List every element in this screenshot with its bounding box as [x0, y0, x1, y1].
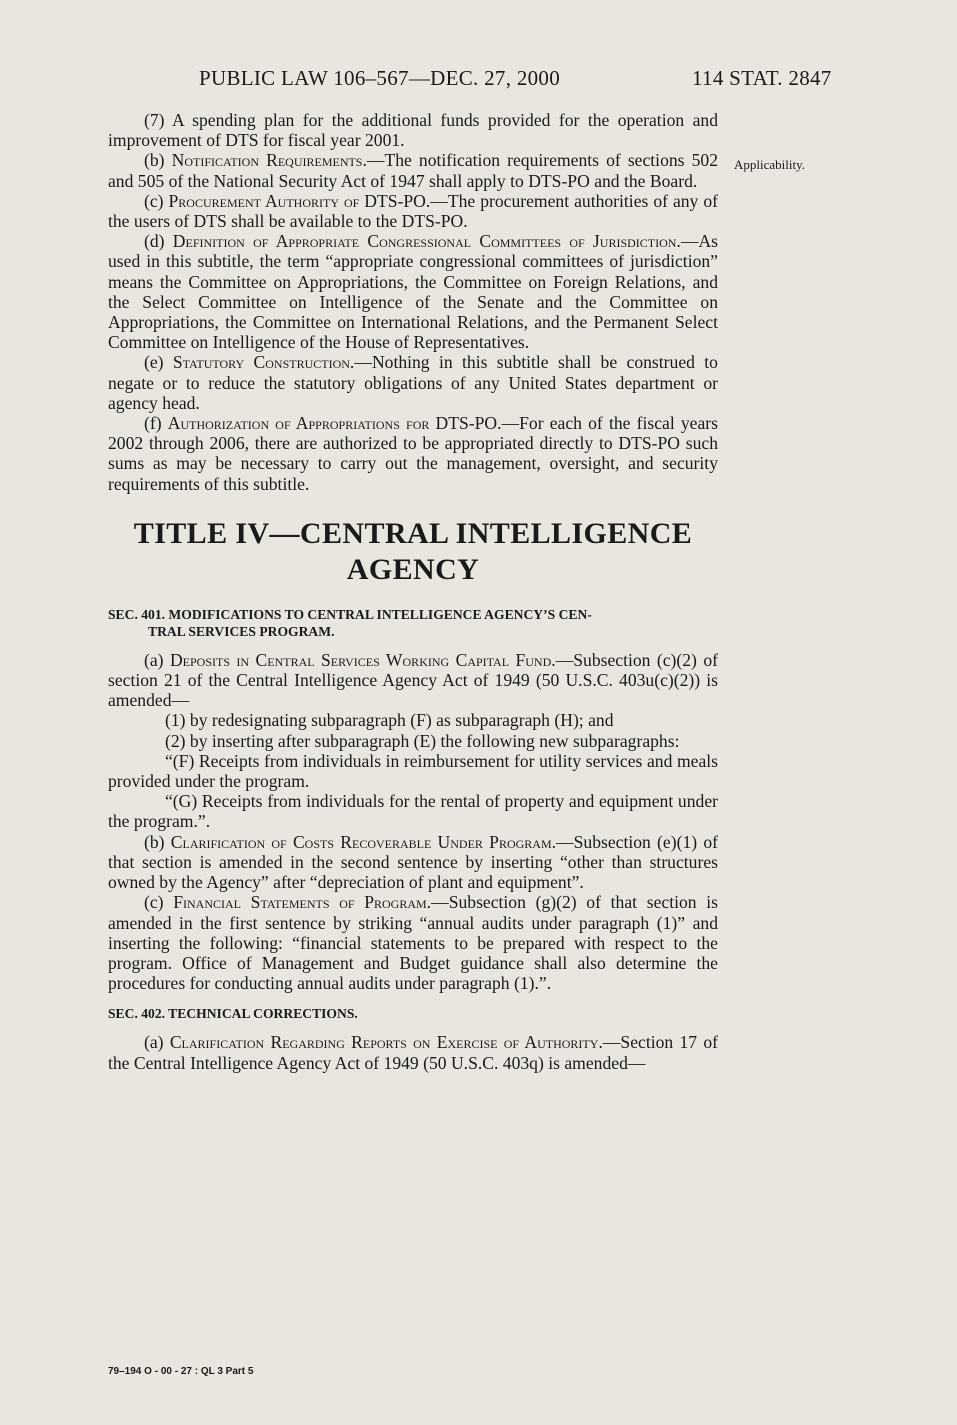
subsection-d-text: —As used in this subtitle, the term “appropriate congressional committees of jurisdiction” means the Committee on Appropriations, the Committee on Foreign Relations, and the Select Committee on Intelligence of the Senate and the Committee on Appropriations, the Committee on International Relations, and the Permanent Select Committee on Intelligence of the House of Representatives. [108, 231, 718, 353]
section-401-a-item-1: (1) by redesignating subparagraph (F) as subparagraph (H); and [165, 710, 614, 731]
subsection-e-label: (e) [144, 352, 173, 373]
title-heading [108, 516, 718, 588]
quoted-subparagraph-f: “(F) Receipts from individuals in reimbursement for utility services and meals provided under the program. [108, 750, 718, 792]
section-401-a-item-2: (2) by inserting after subparagraph (E) the following new subparagraphs: [165, 730, 680, 751]
section-401-heading-line-2: TRAL SERVICES PROGRAM. [148, 623, 335, 639]
section-401-subsection-c [108, 892, 718, 993]
title-line-1: TITLE IV—CENTRAL INTELLIGENCE [133, 516, 693, 550]
subsection-c-text: —The procurement authorities of any of the users of DTS shall be available to the DTS-PO. [108, 190, 718, 232]
section-401-c-label: (c) [144, 892, 174, 913]
subsection-b [108, 150, 718, 190]
header-stat-page: 114 STAT. 2847 [692, 66, 832, 90]
section-401-c-heading: Financial Statements of Program. [173, 892, 432, 913]
section-401-a-heading: Deposits in Central Services Working Capital Fund. [169, 649, 556, 670]
section-401-b-text: —Subsection (e)(1) of that section is amended in the second sentence by inserting “other than structures owned by the Agency” after “depreciation of plant and equipment”. [108, 831, 718, 893]
print-footer: 79–194 O - 00 - 27 : QL 3 Part 5 [108, 1366, 254, 1377]
subsection-c [108, 191, 718, 231]
subsection-f-text: —For each of the fiscal years 2002 through 2006, there are authorized to be appropriated directly to DTS-PO such sums as may be necessary to carry out the management, oversight, and security requirements of this subtitle. [108, 413, 719, 494]
subsection-e-heading: Statutory Construction. [172, 352, 355, 373]
document-body [108, 110, 718, 1073]
section-402-a-label: (a) [144, 1032, 170, 1053]
header-title: PUBLIC LAW 106–567—DEC. 27, 2000 [199, 66, 561, 90]
subsection-d-heading: Definition of Appropriate Congressional Committees of Jurisdiction. [172, 231, 681, 252]
subsection-f-label: (f) [144, 413, 168, 434]
subsection-e [108, 352, 718, 413]
section-402-heading: SEC. 402. TECHNICAL CORRECTIONS. [108, 1006, 358, 1022]
running-header [0, 62, 957, 98]
subsection-e-text: —Nothing in this subtitle shall be construed to negate or to reduce the statutory obligations of any United States department or agency head. [108, 352, 718, 413]
section-402-a-text: —Section 17 of the Central Intelligence Agency Act of 1949 (50 U.S.C. 403q) is amended— [108, 1032, 718, 1073]
paragraph-7: (7) A spending plan for the additional funds provided for the operation and improvement of DTS for fiscal year 2001. [108, 110, 718, 151]
section-401-a-label: (a) [144, 649, 170, 670]
subsection-c-label: (c) [144, 190, 169, 211]
subsection-b-label: (b) [144, 150, 172, 171]
section-401-subsection-a [108, 650, 718, 711]
section-401-b-label: (b) [144, 831, 171, 852]
subsection-d-label: (d) [144, 231, 173, 252]
subsection-f-heading: Authorization of Appropriations for DTS-PO. [167, 413, 502, 434]
section-401-a-text: —Subsection (c)(2) of section 21 of the Central Intelligence Agency Act of 1949 (50 U.S.C. 403u(c)(2)) is amended— [108, 649, 718, 711]
section-402-subsection-a [108, 1032, 718, 1072]
subsection-b-text: —The notification requirements of sections 502 and 505 of the National Security Act of 1947 shall apply to DTS-PO and the Board. [108, 150, 718, 191]
subsection-f [108, 413, 718, 494]
section-402-a-heading: Clarification Regarding Reports on Exercise of Authority. [169, 1032, 603, 1053]
section-401-subsection-b [108, 832, 718, 893]
section-401-b-heading: Clarification of Costs Recoverable Under Program. [170, 831, 557, 852]
subsection-d [108, 231, 718, 352]
section-401-c-text: —Subsection (g)(2) of that section is amended in the first sentence by striking “annual audits under paragraph (1)” and inserting the following: “financial statements to be prepared with respect to the program. Office of Management and Budget guidance shall also determine the procedures for conducting annual audits under paragraph (1).”. [108, 892, 718, 994]
title-line-2: AGENCY [346, 552, 480, 586]
subsection-b-heading: Notification Requirements. [171, 150, 367, 171]
quoted-subparagraph-g: “(G) Receipts from individuals for the rental of property and equipment under the program.”. [108, 791, 718, 832]
margin-note: Applicability. [734, 157, 806, 172]
section-401-heading [108, 606, 718, 640]
subsection-c-heading: Procurement Authority of DTS-PO. [168, 190, 431, 211]
section-401-heading-line-1: SEC. 401. MODIFICATIONS TO CENTRAL INTELLIGENCE AGENCY’S CEN- [108, 606, 592, 622]
